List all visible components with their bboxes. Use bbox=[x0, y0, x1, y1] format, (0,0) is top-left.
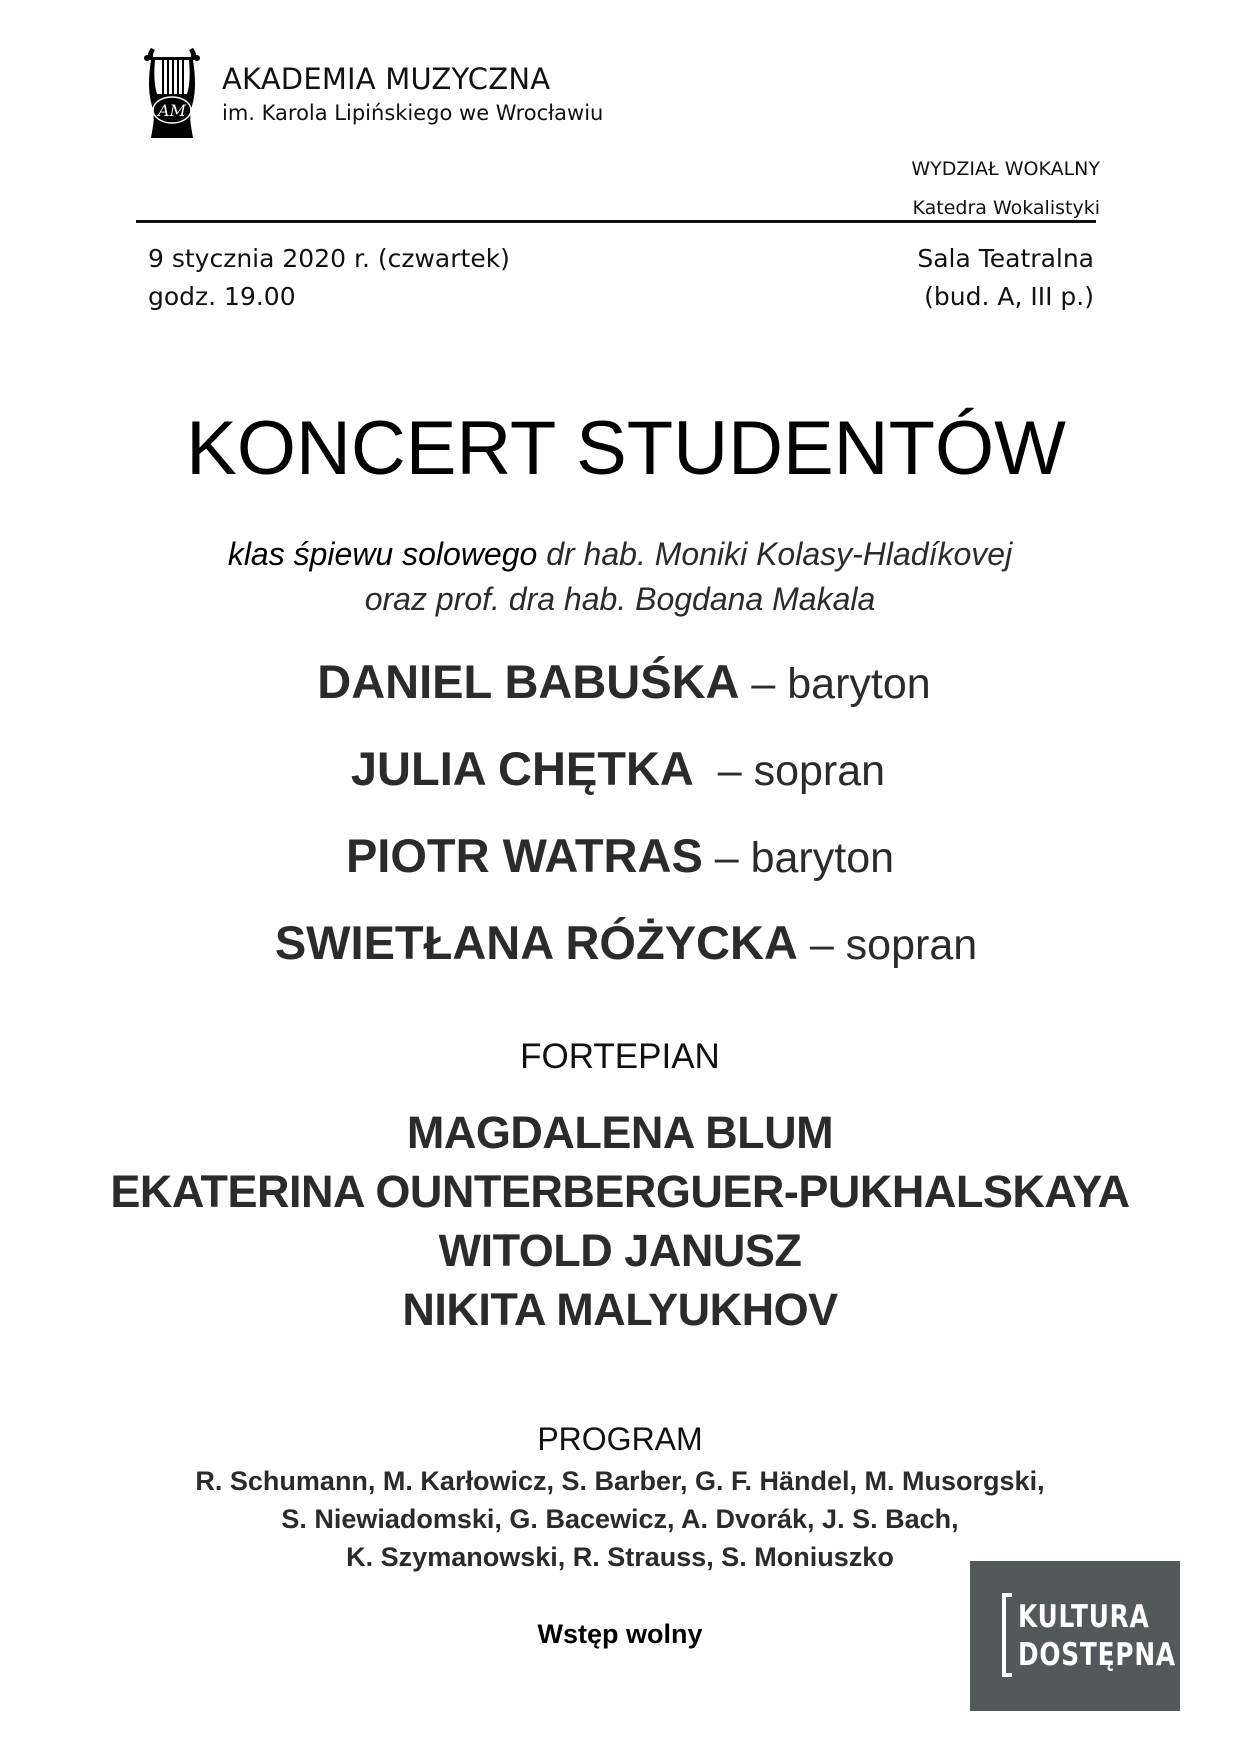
subtitle-teacher-1: dr hab. Moniki Kolasy-Hladíkovej bbox=[537, 536, 1013, 572]
pianist-name: EKATERINA OUNTERBERGUER-PUKHALSKAYA bbox=[110, 1166, 1130, 1217]
piano-heading: FORTEPIAN bbox=[520, 1037, 720, 1076]
performer-voice: – sopran bbox=[797, 921, 978, 969]
performer-voice: – baryton bbox=[739, 660, 931, 708]
venue-detail: (bud. A, III p.) bbox=[924, 282, 1094, 311]
subtitle-lead: klas śpiewu solowego bbox=[227, 536, 538, 572]
performer-voice: – baryton bbox=[702, 834, 895, 882]
performer-name: JULIA CHĘTKA bbox=[350, 742, 694, 795]
event-date: 9 stycznia 2020 r. (czwartek) bbox=[148, 244, 510, 273]
program-line: K. Szymanowski, R. Strauss, S. Moniuszko bbox=[346, 1542, 894, 1572]
badge-line-1: KULTURA bbox=[1018, 1599, 1150, 1635]
venue-name: Sala Teatralna bbox=[917, 244, 1094, 273]
performer-name: PIOTR WATRAS bbox=[345, 829, 703, 882]
institution-subtitle: im. Karola Lipińskiego we Wrocławiu bbox=[222, 101, 604, 125]
department-block bbox=[911, 150, 1100, 228]
lyre-icon bbox=[143, 46, 201, 139]
performer-voice: – sopran bbox=[693, 747, 886, 795]
svg-text:AM: AM bbox=[158, 101, 186, 120]
kultura-dostepna-logo bbox=[970, 1561, 1180, 1711]
bracket-icon bbox=[1002, 1593, 1012, 1677]
pianist-name: NIKITA MALYUKHOV bbox=[402, 1284, 838, 1335]
badge-line-2: DOSTĘPNA bbox=[1018, 1637, 1176, 1673]
performer-row bbox=[0, 828, 1240, 883]
event-venue bbox=[917, 240, 1094, 316]
performer-name: SWIETŁANA RÓŻYCKA bbox=[274, 916, 798, 969]
event-datetime bbox=[148, 240, 510, 316]
header-divider bbox=[136, 220, 1096, 223]
pianist-name: WITOLD JANUSZ bbox=[438, 1225, 802, 1276]
event-time: godz. 19.00 bbox=[148, 282, 296, 311]
page-title: KONCERT STUDENTÓW bbox=[186, 406, 1066, 491]
subtitle-line-1 bbox=[0, 536, 1240, 573]
institution-name: AKADEMIA MUZYCZNA bbox=[222, 62, 551, 96]
performer-name: DANIEL BABUŚKA bbox=[317, 655, 740, 708]
performer-row bbox=[0, 741, 1238, 796]
pianist-name: MAGDALENA BLUM bbox=[406, 1107, 834, 1158]
program-heading: PROGRAM bbox=[537, 1421, 703, 1457]
subtitle-line-2: oraz prof. dra hab. Bogdana Makala bbox=[364, 581, 876, 617]
program-line: S. Niewiadomski, G. Bacewicz, A. Dvorák, J. S. Bach, bbox=[281, 1504, 959, 1534]
free-entry-note: Wstęp wolny bbox=[537, 1619, 703, 1649]
department-name: Katedra Wokalistyki bbox=[912, 197, 1100, 219]
performer-row bbox=[6, 915, 1240, 970]
program-line: R. Schumann, M. Karłowicz, S. Barber, G. F. Händel, M. Musorgski, bbox=[195, 1466, 1045, 1496]
faculty-name: WYDZIAŁ WOKALNY bbox=[911, 158, 1100, 180]
performer-row bbox=[4, 654, 1240, 709]
